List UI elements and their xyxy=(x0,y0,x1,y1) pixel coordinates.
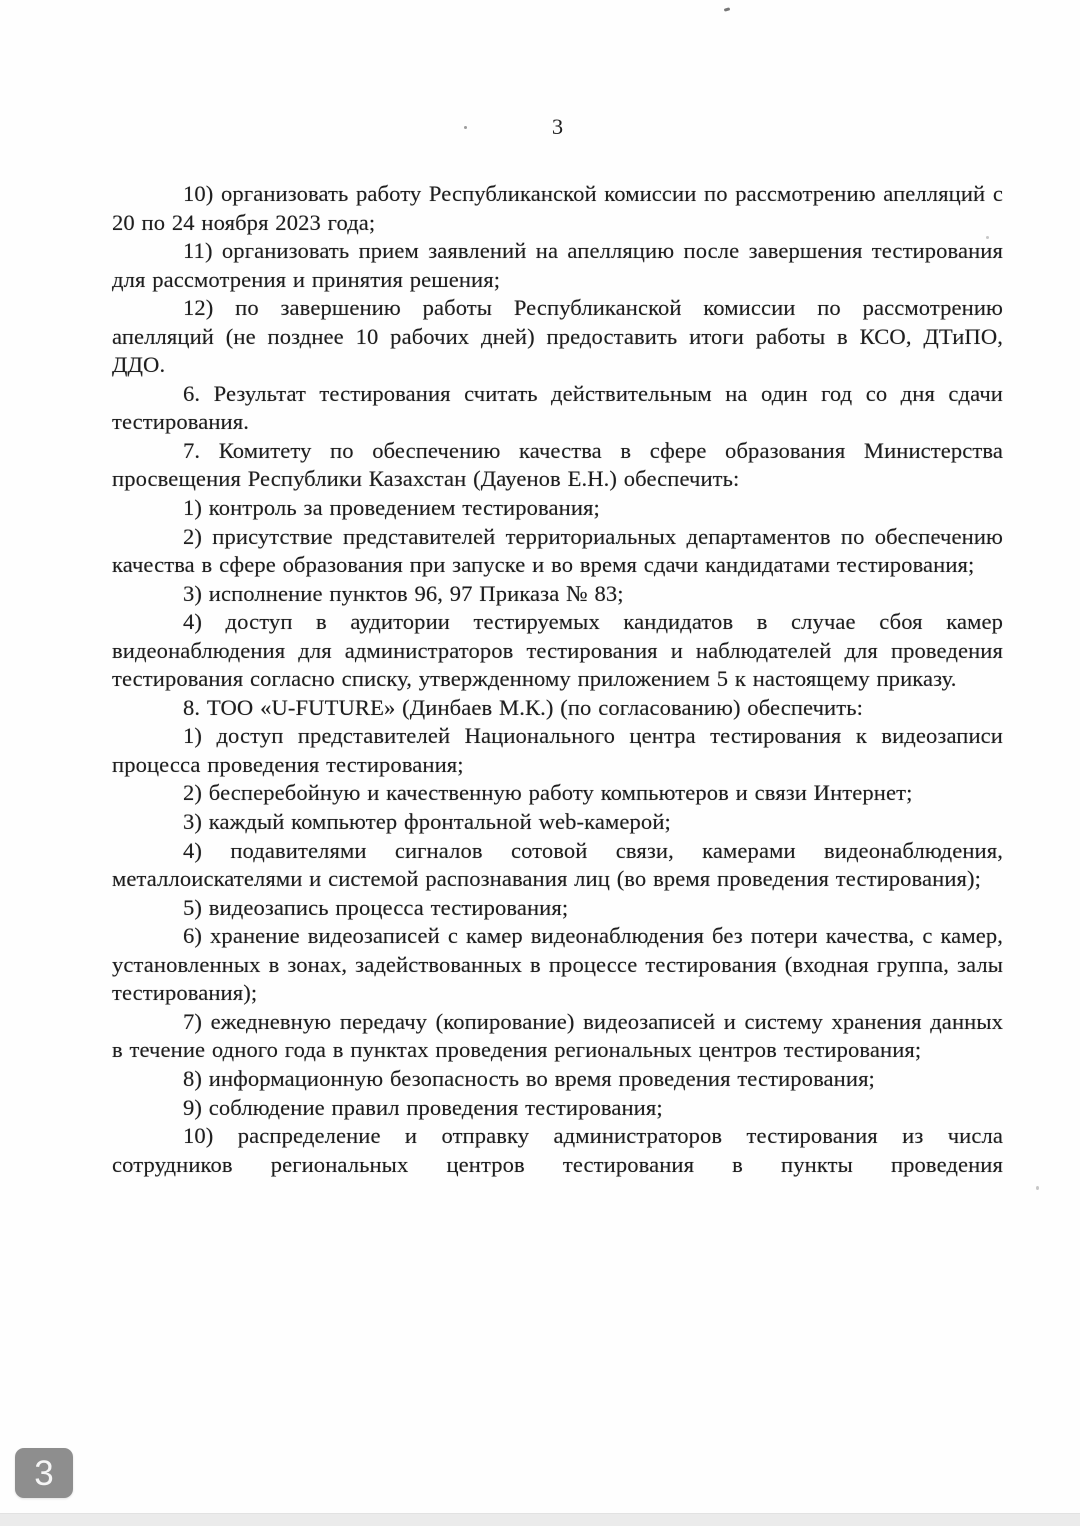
page-indicator-label: 3 xyxy=(34,1453,54,1493)
viewer-bottom-bar xyxy=(0,1513,1080,1526)
paragraph: 10) организовать работу Республиканской комиссии по рассмотрению апелляций с 20 по 24 ноября 2023 года; xyxy=(112,181,1003,235)
paragraph: 12) по завершению работы Республиканской комиссии по рассмотрению апелляций (не позднее 10 рабочих дней) предоставить итоги работы в КСО, ДТиПО, ДДО. xyxy=(112,295,1003,378)
paragraph: 5) видеозапись процесса тестирования; xyxy=(183,894,569,920)
scan-artifact xyxy=(724,7,731,11)
paragraph: 6. Результат тестирования считать действительным на один год со дня сдачи тестирования. xyxy=(112,380,1003,435)
scan-artifact xyxy=(1036,1186,1039,1190)
scan-artifact xyxy=(464,126,467,129)
document-body xyxy=(112,180,1003,1179)
paragraph: 1) доступ представителей Национального центра тестирования к видеозаписи процесса проведения тестирования; xyxy=(112,723,1003,777)
paragraph: 7) ежедневную передачу (копирование) видеозаписей и систему хранения данных в течение одного года в пунктах проведения региональных центров тестирования; xyxy=(112,1008,1003,1063)
paragraph: 3) каждый компьютер фронтальной web-камерой; xyxy=(183,809,671,835)
paragraph: 6) хранение видеозаписей с камер видеонаблюдения без потери качества, с камер, установленных в зонах, задействованных в процессе тестирования (входная группа, залы тестирования); xyxy=(112,923,1003,1006)
paragraph: 11) организовать прием заявлений на апелляцию после завершения тестирования для рассмотрения и принятия решения; xyxy=(112,238,1003,292)
paragraph: 8) информационную безопасность во время проведения тестирования; xyxy=(183,1065,875,1091)
paragraph: 1) контроль за проведением тестирования; xyxy=(183,495,600,521)
scan-artifact xyxy=(748,962,752,964)
paragraph: 4) подавителями сигналов сотовой связи, камерами видеонаблюдения, металлоискателями и системой распознавания лиц (во время проведения тестирования); xyxy=(112,837,1003,892)
page-indicator-badge xyxy=(15,1448,73,1498)
paragraph: 8. ТОО «U-FUTURE» (Динбаев М.К.) (по согласованию) обеспечить: xyxy=(183,694,863,720)
page-number-header: 3 xyxy=(551,114,564,139)
paragraph: 4) доступ в аудитории тестируемых кандидатов в случае сбоя камер видеонаблюдения для администраторов тестирования и наблюдателей для проведения тестирования согласно списку, утвержденному приложением 5 к настоящему приказу. xyxy=(112,609,1003,692)
scan-artifact xyxy=(986,236,989,239)
paragraph: 10) распределение и отправку администраторов тестирования из числа сотрудников региональных центров тестирования в пункты проведения xyxy=(112,1123,1003,1177)
paragraph: 3) исполнение пунктов 96, 97 Приказа № 83; xyxy=(183,580,624,606)
paragraph: 7. Комитету по обеспечению качества в сфере образования Министерства просвещения Республики Казахстан (Дауенов Е.Н.) обеспечить: xyxy=(112,437,1003,492)
paragraph: 2) бесперебойную и качественную работу компьютеров и связи Интернет; xyxy=(183,780,913,806)
paragraph: 2) присутствие представителей территориальных департаментов по обеспечению качества в сфере образования при запуске и во время сдачи кандидатами тестирования; xyxy=(112,523,1003,578)
paragraph: 9) соблюдение правил проведения тестирования; xyxy=(183,1094,663,1120)
